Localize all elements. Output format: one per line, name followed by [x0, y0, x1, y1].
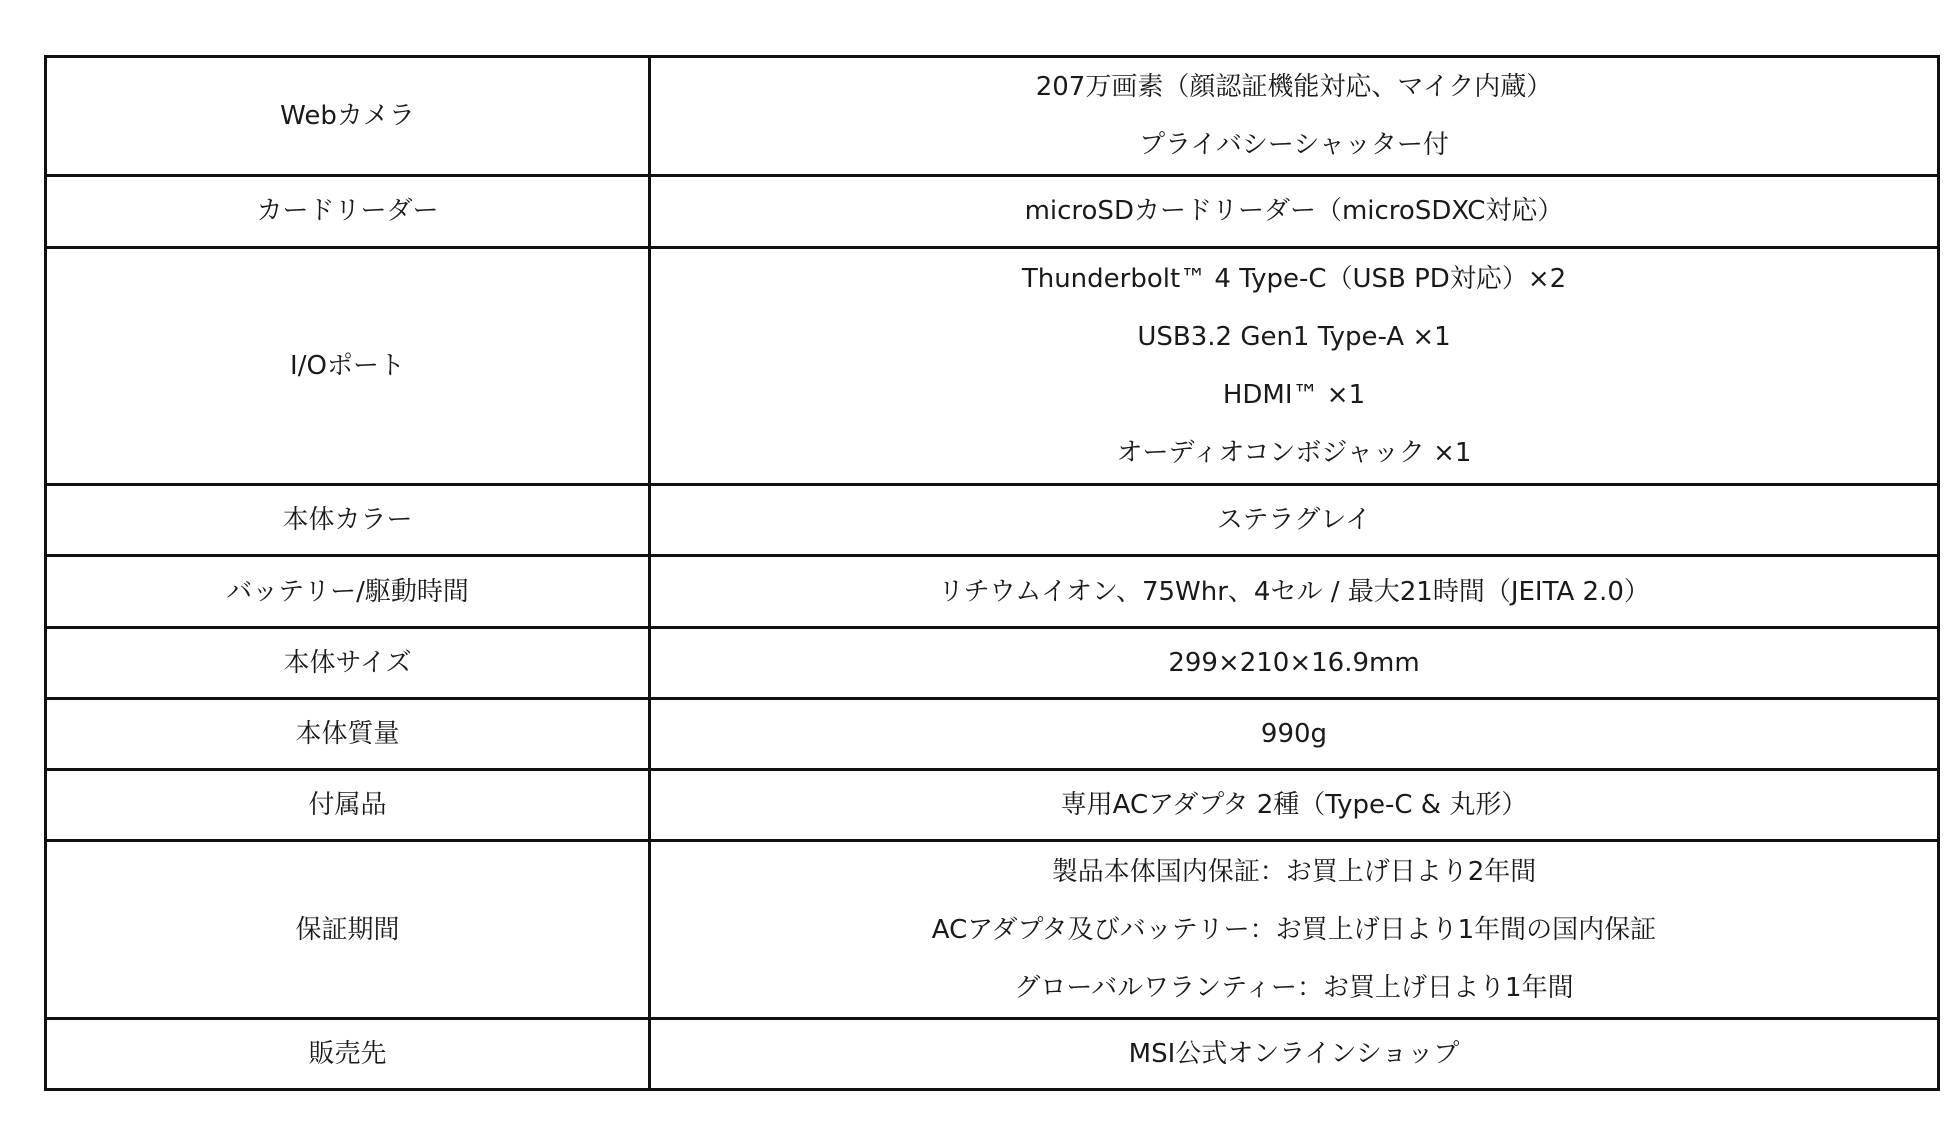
row-label: 販売先 [46, 1018, 650, 1089]
spec-table [44, 55, 1940, 1091]
row-label: 本体カラー [46, 485, 650, 556]
row-warranty [46, 841, 1939, 1019]
row-io-ports [46, 247, 1939, 485]
value-line: リチウムイオン、75Whr、4セル / 最大21時間（JEITA 2.0） [938, 576, 1650, 607]
value-line: プライバシーシャッター付 [1139, 130, 1449, 161]
row-accessories [46, 770, 1939, 841]
value-line: 207万画素（顔認証機能対応、マイク内蔵） [1035, 72, 1553, 103]
row-value [650, 176, 1939, 247]
value-line: USB3.2 Gen1 Type-A ×1 [1137, 321, 1451, 352]
row-label: 本体サイズ [46, 627, 650, 698]
row-value [650, 556, 1939, 627]
row-value [650, 841, 1939, 1019]
row-size [46, 627, 1939, 698]
row-value [650, 770, 1939, 841]
value-line: 専用ACアダプタ 2種（Type-C & 丸形） [1060, 790, 1528, 821]
row-label: 本体質量 [46, 698, 650, 769]
row-weight [46, 698, 1939, 769]
value-line: オーディオコンボジャック ×1 [1116, 437, 1472, 468]
row-label: 付属品 [46, 770, 650, 841]
value-line: Thunderbolt™ 4 Type-C（USB PD対応）×2 [1021, 263, 1567, 294]
row-value [650, 1018, 1939, 1089]
value-line: HDMI™ ×1 [1222, 379, 1366, 410]
row-label: I/Oポート [46, 247, 650, 485]
value-line: 製品本体国内保証：お買上げ日より2年間 [1051, 856, 1537, 887]
row-color [46, 485, 1939, 556]
row-label: カードリーダー [46, 176, 650, 247]
row-value [650, 485, 1939, 556]
value-line: ACアダプタ及びバッテリー：お買上げ日より1年間の国内保証 [931, 914, 1657, 945]
row-card-reader [46, 176, 1939, 247]
value-line: MSI公式オンラインショップ [1128, 1038, 1460, 1069]
row-label: 保証期間 [46, 841, 650, 1019]
row-value [650, 627, 1939, 698]
value-line: グローバルワランティー：お買上げ日より1年間 [1014, 972, 1574, 1003]
row-value [650, 698, 1939, 769]
row-value [650, 57, 1939, 176]
value-line: 990g [1260, 718, 1328, 749]
row-label: バッテリー/駆動時間 [46, 556, 650, 627]
value-line: 299×210×16.9mm [1168, 647, 1420, 678]
row-webcam [46, 57, 1939, 176]
row-battery [46, 556, 1939, 627]
row-retailer [46, 1018, 1939, 1089]
row-value [650, 247, 1939, 485]
value-line: ステラグレイ [1216, 505, 1372, 536]
row-label: Webカメラ [46, 57, 650, 176]
value-line: microSDカードリーダー（microSDXC対応） [1024, 196, 1564, 227]
